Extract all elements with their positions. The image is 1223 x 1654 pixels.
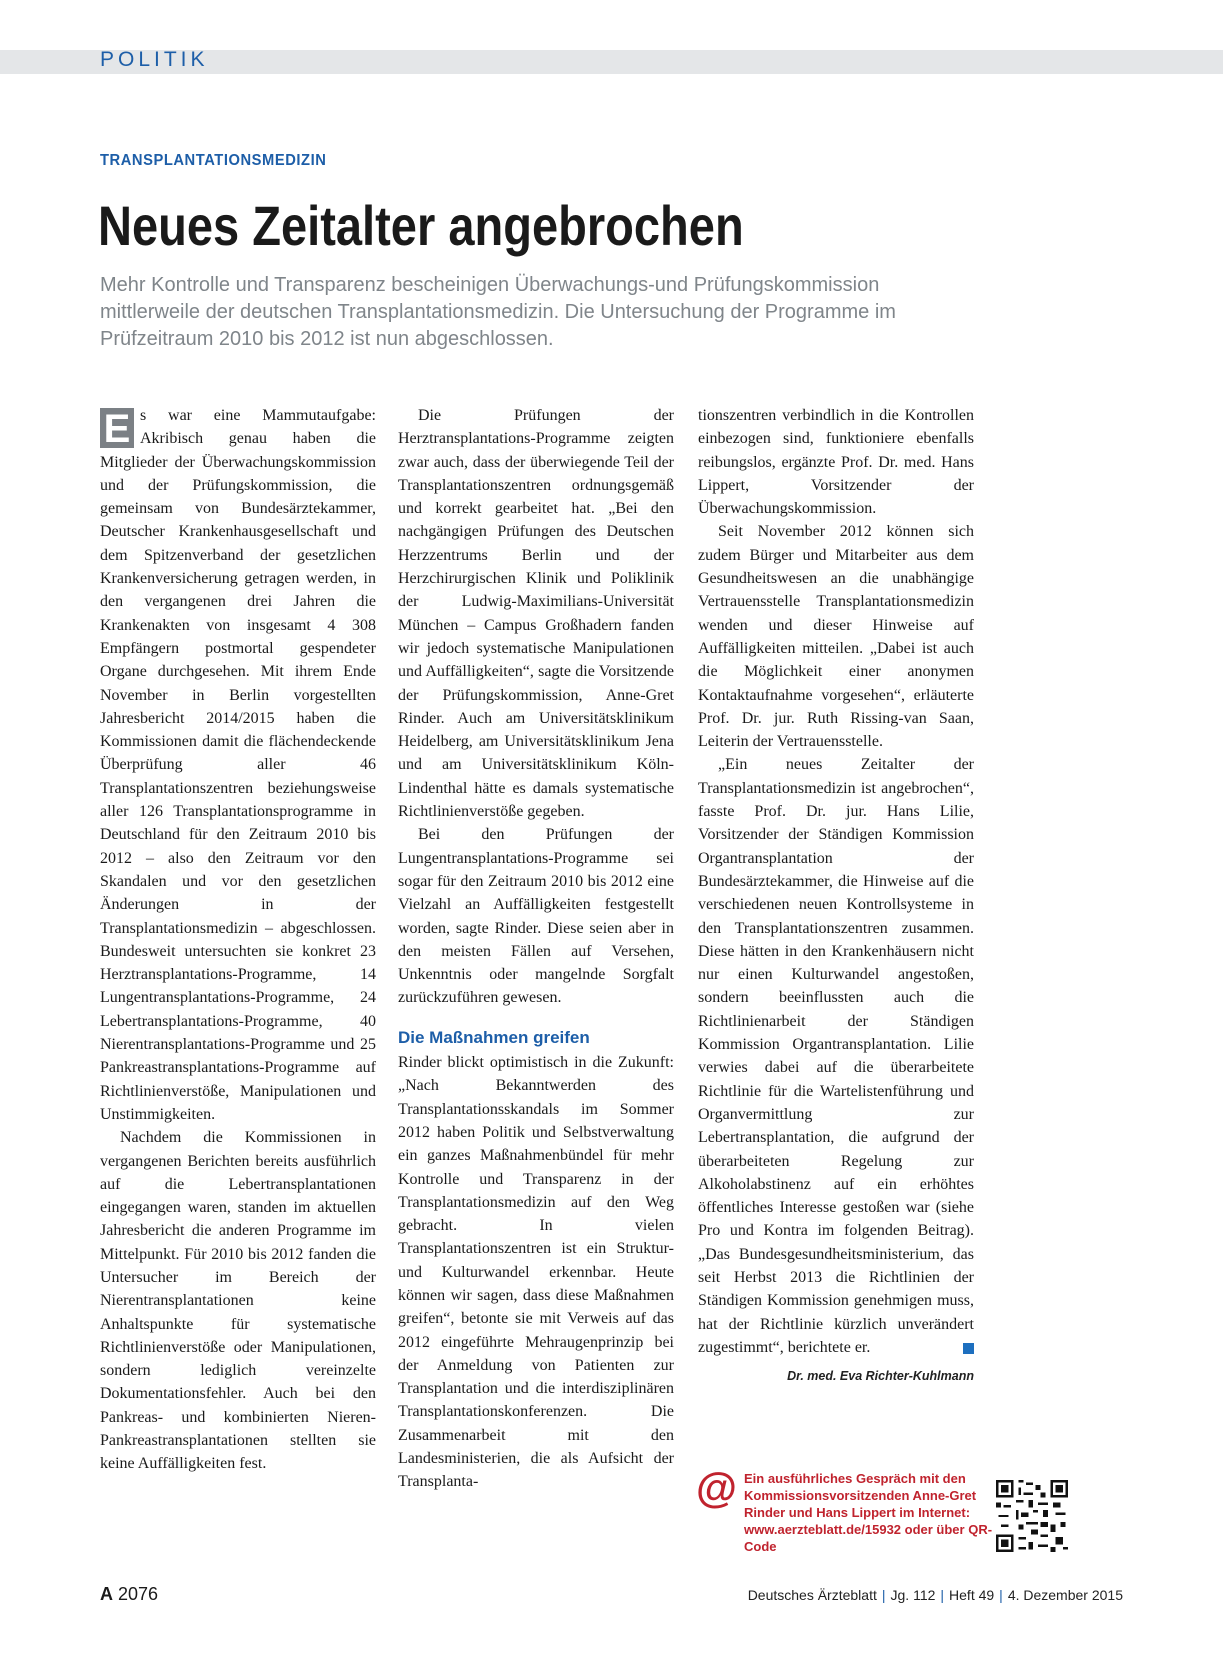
paragraph bbox=[698, 753, 974, 1359]
author-byline: Dr. med. Eva Richter-Kuhlmann bbox=[787, 1369, 974, 1384]
journal-footer bbox=[748, 1587, 1123, 1603]
article-lead: Mehr Kontrolle und Transparenz bescheinigen Überwachungs-und Prüfungskommission mittlerweile der deutschen Transplantationsmedizin. Die Untersuchung der Programme im Prüfzeitraum 2010 bis 2012 ist nun abgeschlossen. bbox=[100, 274, 896, 350]
subheading: Die Maßnahmen greifen bbox=[398, 1027, 590, 1047]
separator: | bbox=[940, 1587, 945, 1603]
online-reference-text[interactable]: Ein ausführliches Gespräch mit den Kommissionsvorsitzenden Anne-Gret Rinder und Hans Lippert im Internet: www.aerzteblatt.de/15932 oder über QR-Code bbox=[744, 1471, 993, 1554]
paragraph: tionszentren verbindlich in die Kontrollen einbezogen sind, funktioniere ebenfalls reibungslos, ergänzte Prof. Dr. med. Hans Lippert, Vorsitzender der Überwachungskommission. bbox=[698, 407, 974, 518]
paragraph: Nachdem die Kommissionen in vergangenen Berichten bereits ausführlich auf die Lebertransplantationen eingegangen waren, standen im aktuellen Jahresbericht die anderen Programme im Mittelpunkt. Für 2010 bis 2012 fanden die Untersucher im Bereich der Nierentransplantationen keine Anhaltspunkte für systematische Richtlinienverstöße oder Manipulationen, sondern lediglich vereinzelte Dokumentationsfehler. Auch bei den Pankreas- und kombinierten Nieren-Pankreastransplantationen stellten sie keine Auffälligkeiten fest. bbox=[100, 1129, 376, 1473]
qr-code-icon[interactable] bbox=[996, 1480, 1068, 1552]
separator: | bbox=[881, 1587, 886, 1603]
section-label: POLITIK bbox=[100, 48, 209, 71]
page-prefix: A bbox=[100, 1584, 113, 1604]
paragraph: Rinder blickt optimistisch in die Zukunft: „Nach Bekanntwerden des Transplantationsskandals im Sommer 2012 haben Politik und Selbstverwaltung ein ganzes Maßnahmenbündel für mehr Kontrolle und Transparenz in der Transplantationsmedizin auf den Weg gebracht. In vielen Transplantationszentren ist ein Struktur- und Kulturwandel erkennbar. Heute können wir sagen, dass diese Maßnahmen greifen“, betonte sie mit Verweis auf das 2012 eingeführte Mehraugenprinzip bei der Anmeldung von Patienten zur Transplantation und die interdisziplinären Transplantationskonferenzen. Die Zusammenarbeit mit den Landesministerien, die als Aufsicht der Transplanta- bbox=[398, 1054, 674, 1491]
page-number bbox=[100, 1584, 158, 1605]
article-kicker: TRANSPLANTATIONSMEDIZIN bbox=[100, 152, 327, 169]
at-icon: @ bbox=[696, 1464, 737, 1511]
paragraph-text: „Ein neues Zeitalter der Transplantationsmedizin ist angebrochen“, fasste Prof. Dr. jur. Hans Lilie, Vorsitzender der Ständigen Kommission Organtransplantation der Bundesärztekammer, die Hinweise auf die verschiedenen neuen Kontrollsysteme in den Transplantationszentren zusammen. Diese hätten in den Krankenhäusern nicht nur einen Kulturwandel angestoßen, sondern beeinflussten auch die Richtlinienarbeit der Ständigen Kommission Organtransplantation. Lilie verwies dabei auf die überarbeitete Richtlinie für die Wartelistenführung und Organvermittlung zur Lebertransplantation, die aufgrund der überarbeiteten Regelung zur Alkoholabstinenz auf ein erhöhtes öffentliches Interesse gestoßen war (siehe Pro und Kontra im folgenden Beitrag). „Das Bundesgesundheitsministerium, das seit Herbst 2013 die Richtlinien der Ständigen Kommission genehmigen muss, hat der Richtlinie kürzlich unverändert zugestimmt“, berichtete er. bbox=[698, 756, 974, 1356]
text-column-2 bbox=[398, 404, 674, 1494]
end-mark-icon bbox=[963, 1343, 974, 1354]
paragraph bbox=[100, 404, 376, 1126]
page-number-value: 2076 bbox=[118, 1584, 159, 1604]
paragraph: Bei den Prüfungen der Lungentransplantations-Programme sei sogar für den Zeitraum 2010 bis 2012 eine Vielzahl an Auffälligkeiten festgestellt worden, sagte Rinder. Diese seien aber in den meisten Fällen auf Versehen, Unkenntnis oder mangelnde Sorgfalt zurückzuführen gewesen. bbox=[398, 826, 674, 1007]
paragraph: Die Prüfungen der Herztransplantations-Programme zeigten zwar auch, dass der überwiegende Teil der Transplantationszentren ordnungsgemäß und korrekt gearbeitet hat. „Bei den nachgängigen Prüfungen des Deutschen Herzzentrums Berlin und der Herzchirurgischen Klinik und Poliklinik der Ludwig-Maximilians-Universität München – Campus Großhadern fanden wir jedoch systematische Manipulationen und Auffälligkeiten“, sagte die Vorsitzende der Prüfungskommission, Anne-Gret Rinder. Auch am Universitätsklinikum Heidelberg, am Universitätsklinikum Jena und am Universitätsklinikum Köln-Lindenthal hätte es damals systematische Richtlinienverstöße gegeben. bbox=[398, 407, 674, 821]
text-column-3 bbox=[698, 404, 974, 1388]
journal-issue: Heft 49 bbox=[949, 1587, 995, 1603]
journal-date: 4. Dezember 2015 bbox=[1007, 1587, 1123, 1603]
paragraph: Seit November 2012 können sich zudem Bürger und Mitarbeiter aus dem Gesundheitswesen an die unabhängige Vertrauensstelle Transplantationsmedizin wenden und dieser Hinweise auf Auffälligkeiten mitteilen. „Dabei ist auch die Möglichkeit einer anonymen Kontaktaufnahme vorgesehen“, erläuterte Prof. Dr. jur. Ruth Rissing-van Saan, Leiterin der Vertrauensstelle. bbox=[698, 523, 974, 751]
article-title: Neues Zeitalter angebrochen bbox=[98, 194, 744, 257]
online-reference bbox=[696, 1464, 996, 1554]
journal-name: Deutsches Ärzteblatt bbox=[747, 1587, 877, 1603]
paragraph-text: s war eine Mammutaufgabe: Akribisch genau haben die Mitglieder der Überwachungskommission und der Prüfungskommission, die gemeinsam von Bundesärztekammer, Deutscher Krankenhausgesellschaft und dem Spitzenverband der gesetzlichen Krankenversicherung getragen werden, in den vergangenen drei Jahren die Krankenakten von insgesamt 4 308 Empfängern postmortal gespendeter Organe durchgesehen. Mit ihrem Ende November in Berlin vorgestellten Jahresbericht 2014/2015 haben die Kommissionen damit die flächendeckende Überprüfung aller 46 Transplantationszentren beziehungsweise aller 126 Transplantationsprogramme in Deutschland für den Zeitraum 2010 bis 2012 – also den Zeitraum vor den Skandalen und vor den gesetzlichen Änderungen in der Transplantationsmedizin – abgeschlossen. Bundesweit untersuchten sie konkret 23 Herztransplantations-Programme, 14 Lungentransplantations-Programme, 24 Lebertransplantations-Programme, 40 Nierentransplantations-Programme und 25 Pankreastransplantations-Programme auf Richtlinienverstöße, Manipulationen und Unstimmigkeiten. bbox=[100, 407, 376, 1123]
text-column-1 bbox=[100, 404, 376, 1476]
journal-volume: Jg. 112 bbox=[890, 1587, 936, 1603]
separator: | bbox=[999, 1587, 1003, 1603]
drop-cap: E bbox=[100, 408, 134, 448]
